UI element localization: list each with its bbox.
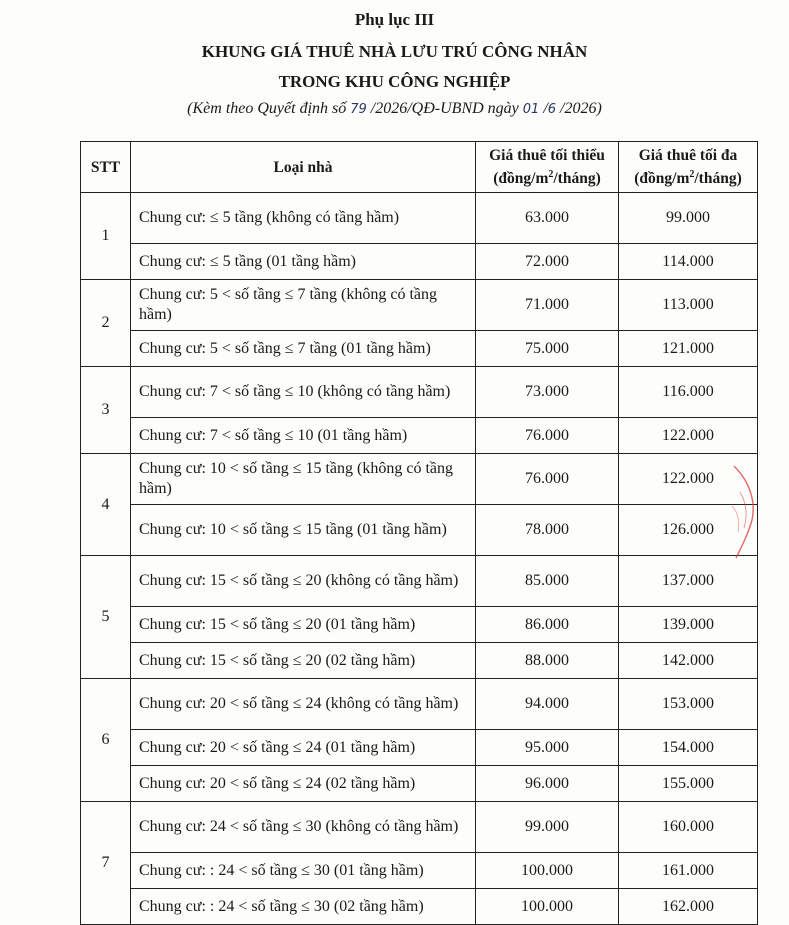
table-row xyxy=(81,607,758,643)
table-row xyxy=(81,505,758,556)
table-row xyxy=(81,454,758,505)
handwritten-month: 6 xyxy=(547,102,557,117)
subtitle-part-a: (Kèm theo Quyết định số xyxy=(187,100,351,117)
table-row xyxy=(81,679,758,730)
max-price-cell: 155.000 xyxy=(619,766,758,802)
header-max-sup: 2 xyxy=(689,168,695,180)
house-type-cell: Chung cư: 5 < số tầng ≤ 7 tầng (01 tầng hầm) xyxy=(131,331,476,367)
header-stt: STT xyxy=(81,142,131,193)
house-type-cell: Chung cư: 15 < số tầng ≤ 20 (02 tầng hầm) xyxy=(131,643,476,679)
subtitle-part-b: /2026/QĐ-UBND ngày xyxy=(366,100,523,117)
subtitle-part-d: /2026) xyxy=(556,100,602,117)
min-price-cell: 99.000 xyxy=(476,802,619,853)
table-row xyxy=(81,280,758,331)
house-type-cell: Chung cư: : 24 < số tầng ≤ 30 (02 tầng hầm) xyxy=(131,889,476,925)
header-max-price xyxy=(619,142,758,193)
min-price-cell: 88.000 xyxy=(476,643,619,679)
max-price-cell: 122.000 xyxy=(619,454,758,505)
min-price-cell: 72.000 xyxy=(476,244,619,280)
min-price-cell: 76.000 xyxy=(476,418,619,454)
max-price-cell: 121.000 xyxy=(619,331,758,367)
decision-reference xyxy=(0,100,789,118)
stt-cell: 3 xyxy=(81,367,131,454)
min-price-cell: 100.000 xyxy=(476,853,619,889)
handwritten-day: 01 xyxy=(522,102,540,117)
house-type-cell: Chung cư: 15 < số tầng ≤ 20 (không có tầng hầm) xyxy=(131,556,476,607)
table-row xyxy=(81,766,758,802)
max-price-cell: 126.000 xyxy=(619,505,758,556)
min-price-cell: 71.000 xyxy=(476,280,619,331)
red-ink-mark xyxy=(728,462,760,562)
table-row xyxy=(81,331,758,367)
max-price-cell: 160.000 xyxy=(619,802,758,853)
table-row xyxy=(81,853,758,889)
stt-cell: 2 xyxy=(81,280,131,367)
max-price-cell: 153.000 xyxy=(619,679,758,730)
house-type-cell: Chung cư: 5 < số tầng ≤ 7 tầng (không có tầng hầm) xyxy=(131,280,476,331)
house-type-cell: Chung cư: 20 < số tầng ≤ 24 (không có tầng hầm) xyxy=(131,679,476,730)
house-type-cell: Chung cư: 24 < số tầng ≤ 30 (không có tầng hầm) xyxy=(131,802,476,853)
min-price-cell: 86.000 xyxy=(476,607,619,643)
header-house-type: Loại nhà xyxy=(131,142,476,193)
table-row xyxy=(81,367,758,418)
stt-cell: 1 xyxy=(81,193,131,280)
house-type-cell: Chung cư: 7 < số tầng ≤ 10 (01 tầng hầm) xyxy=(131,418,476,454)
max-price-cell: 113.000 xyxy=(619,280,758,331)
stt-cell: 7 xyxy=(81,802,131,925)
table-row xyxy=(81,802,758,853)
house-type-cell: Chung cư: 20 < số tầng ≤ 24 (01 tầng hầm) xyxy=(131,730,476,766)
table-row xyxy=(81,418,758,454)
max-price-cell: 154.000 xyxy=(619,730,758,766)
min-price-cell: 96.000 xyxy=(476,766,619,802)
house-type-cell: Chung cư: : 24 < số tầng ≤ 30 (01 tầng hầm) xyxy=(131,853,476,889)
subtitle-part-c: / xyxy=(539,100,548,117)
max-price-cell: 142.000 xyxy=(619,643,758,679)
header-max-unit-b: /tháng) xyxy=(694,170,742,188)
min-price-cell: 78.000 xyxy=(476,505,619,556)
header-min-unit-b: /tháng) xyxy=(553,170,601,188)
table-row xyxy=(81,556,758,607)
table-row xyxy=(81,730,758,766)
header-min-price xyxy=(476,142,619,193)
max-price-cell: 122.000 xyxy=(619,418,758,454)
header-min-sup: 2 xyxy=(548,168,554,180)
table-row xyxy=(81,643,758,679)
header-min-line1: Giá thuê tối thiểu xyxy=(489,146,605,164)
appendix-label: Phụ lục III xyxy=(354,10,435,29)
min-price-cell: 85.000 xyxy=(476,556,619,607)
max-price-cell: 99.000 xyxy=(619,193,758,244)
house-type-cell: Chung cư: 15 < số tầng ≤ 20 (01 tầng hầm) xyxy=(131,607,476,643)
min-price-cell: 73.000 xyxy=(476,367,619,418)
min-price-cell: 100.000 xyxy=(476,889,619,925)
table-row xyxy=(81,193,758,244)
title-line-1: KHUNG GIÁ THUÊ NHÀ LƯU TRÚ CÔNG NHÂN xyxy=(201,42,588,61)
handwritten-decision-number: 79 xyxy=(350,102,367,117)
max-price-cell: 116.000 xyxy=(619,367,758,418)
stt-cell: 6 xyxy=(81,679,131,802)
table-row xyxy=(81,889,758,925)
max-price-cell: 162.000 xyxy=(619,889,758,925)
max-price-cell: 137.000 xyxy=(619,556,758,607)
header-min-unit-a: (đồng/m xyxy=(493,170,549,188)
house-type-cell: Chung cư: ≤ 5 tầng (không có tầng hầm) xyxy=(131,193,476,244)
max-price-cell: 161.000 xyxy=(619,853,758,889)
table-row xyxy=(81,244,758,280)
max-price-cell: 139.000 xyxy=(619,607,758,643)
house-type-cell: Chung cư: 10 < số tầng ≤ 15 tầng (không có tầng hầm) xyxy=(131,454,476,505)
house-type-cell: Chung cư: 7 < số tầng ≤ 10 (không có tầng hầm) xyxy=(131,367,476,418)
min-price-cell: 94.000 xyxy=(476,679,619,730)
stt-cell: 5 xyxy=(81,556,131,679)
rent-price-table xyxy=(80,141,758,925)
min-price-cell: 75.000 xyxy=(476,331,619,367)
house-type-cell: Chung cư: 10 < số tầng ≤ 15 tầng (01 tầng hầm) xyxy=(131,505,476,556)
header-max-unit-a: (đồng/m xyxy=(634,170,690,188)
min-price-cell: 95.000 xyxy=(476,730,619,766)
stt-cell: 4 xyxy=(81,454,131,556)
max-price-cell: 114.000 xyxy=(619,244,758,280)
min-price-cell: 76.000 xyxy=(476,454,619,505)
table-body xyxy=(81,193,758,925)
title-line-2: TRONG KHU CÔNG NGHIỆP xyxy=(278,72,511,91)
house-type-cell: Chung cư: ≤ 5 tầng (01 tầng hầm) xyxy=(131,244,476,280)
house-type-cell: Chung cư: 20 < số tầng ≤ 24 (02 tầng hầm) xyxy=(131,766,476,802)
header-max-line1: Giá thuê tối đa xyxy=(638,146,738,164)
min-price-cell: 63.000 xyxy=(476,193,619,244)
